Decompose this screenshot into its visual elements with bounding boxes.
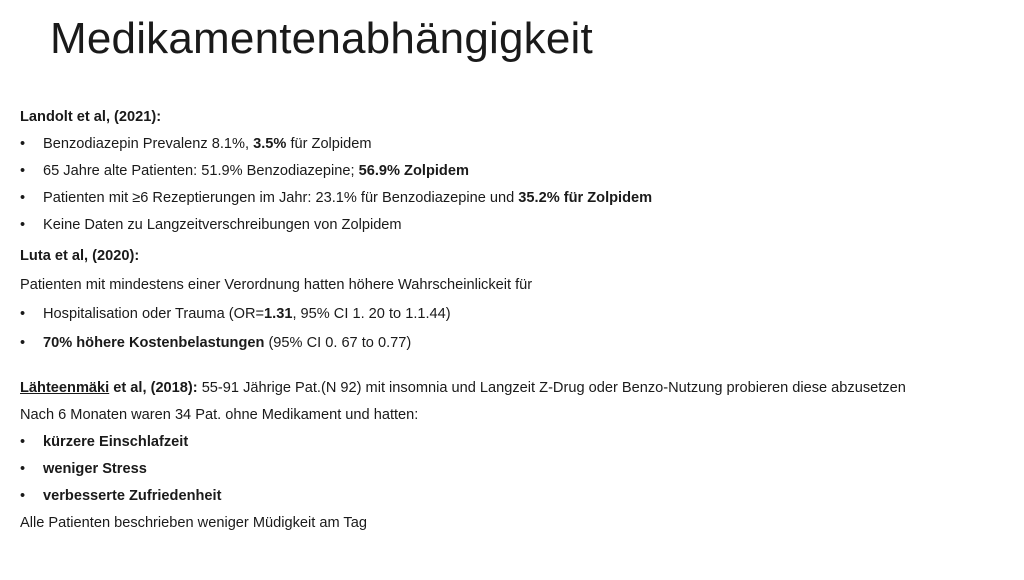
- luta-bullet-1: [20, 305, 1015, 324]
- lahteenmaki-heading-line: [20, 379, 1015, 398]
- landolt-bullet-2-text: 65 Jahre alte Patienten: 51.9% Benzodiazepine;: [43, 163, 359, 179]
- lahteenmaki-bullet-3-bold: verbesserte Zufriedenheit: [43, 488, 222, 504]
- landolt-bullet-4: [20, 216, 1015, 235]
- landolt-bullet-1-text: Benzodiazepin Prevalenz 8.1%,: [43, 136, 254, 152]
- lahteenmaki-heading-rest: et al, (2018):: [109, 380, 198, 396]
- luta-heading: Luta et al, (2020):: [20, 248, 140, 264]
- luta-bullet-1-rest: , 95% CI 1. 20 to 1.1.44): [292, 306, 451, 322]
- lahteenmaki-bullet-1-bold: kürzere Einschlafzeit: [43, 434, 189, 450]
- landolt-bullet-2: [20, 162, 1015, 181]
- landolt-bullet-1-bold: 3.5%: [253, 136, 287, 152]
- landolt-bullet-1-rest: für Zolpidem: [286, 136, 372, 152]
- landolt-bullet-3-bold: 35.2% für Zolpidem: [518, 190, 653, 206]
- luta-bullet-2-bold: 70% höhere Kostenbelastungen: [43, 335, 265, 351]
- lahteenmaki-bullet-2-bold: weniger Stress: [43, 461, 147, 477]
- landolt-bullet-3-text: Patienten mit ≥6 Rezeptierungen im Jahr: 23.1% für Benzodiazepine und: [43, 190, 519, 206]
- lahteenmaki-line-2: Nach 6 Monaten waren 34 Pat. ohne Medikament und hatten:: [20, 407, 419, 423]
- lahteenmaki-closing: Alle Patienten beschrieben weniger Müdigkeit am Tag: [20, 515, 367, 531]
- landolt-bullet-3: [20, 189, 1015, 208]
- luta-intro: Patienten mit mindestens einer Verordnung hatten höhere Wahrscheinlickeit für: [20, 277, 533, 293]
- luta-bullet-1-text: Hospitalisation oder Trauma (OR=: [43, 306, 265, 322]
- lahteenmaki-author: Lähteenmäki: [20, 380, 110, 396]
- landolt-bullet-1: [20, 135, 1015, 154]
- landolt-bullet-4-text: Keine Daten zu Langzeitverschreibungen von Zolpidem: [43, 217, 402, 233]
- luta-bullet-2-rest: (95% CI 0. 67 to 0.77): [264, 335, 412, 351]
- slide-content: [20, 108, 1015, 533]
- luta-bullet-2: [20, 334, 1015, 353]
- landolt-bullet-2-bold: 56.9% Zolpidem: [358, 163, 469, 179]
- landolt-heading: Landolt et al, (2021):: [20, 109, 162, 125]
- slide-title: Medikamentenabhängigkeit: [50, 14, 593, 63]
- lahteenmaki-bullet-3: [20, 487, 1015, 506]
- luta-bullet-1-bold: 1.31: [264, 306, 293, 322]
- lahteenmaki-bullet-1: [20, 433, 1015, 452]
- lahteenmaki-bullet-2: [20, 460, 1015, 479]
- lahteenmaki-heading-text: 55-91 Jährige Pat.(N 92) mit insomnia und Langzeit Z-Drug oder Benzo-Nutzung probieren diese abzusetzen: [197, 380, 906, 396]
